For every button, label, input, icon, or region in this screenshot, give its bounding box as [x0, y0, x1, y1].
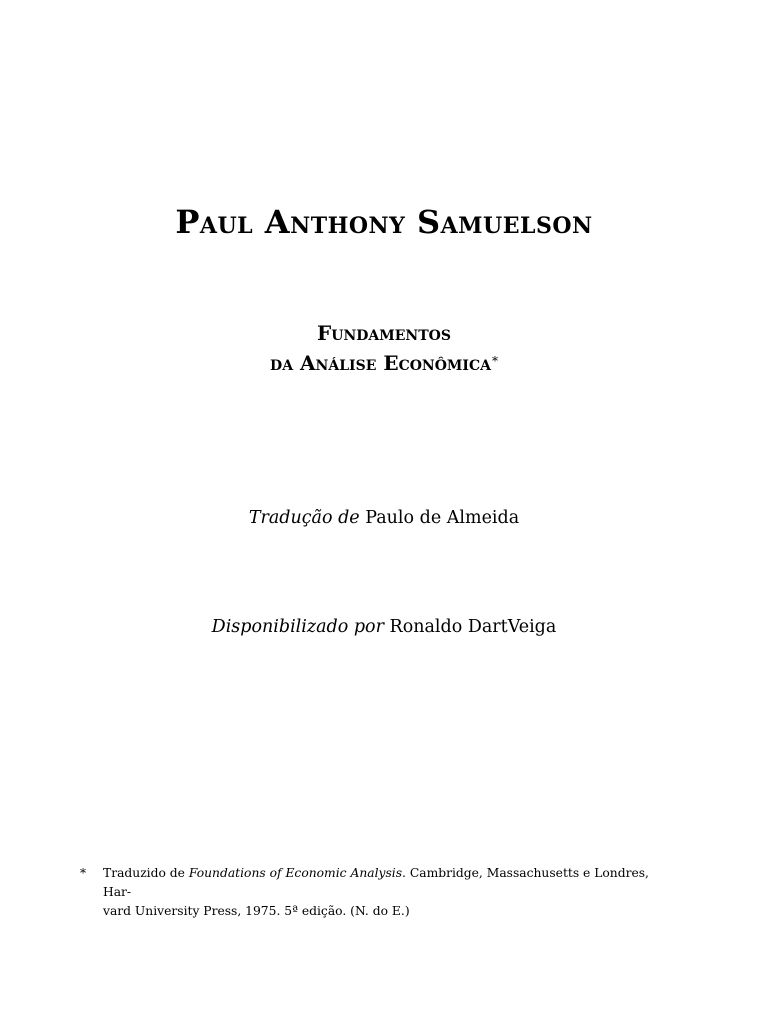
- footnote-prefix: Traduzido de: [103, 866, 185, 880]
- title-line-1: Fundamentos: [317, 321, 451, 345]
- contributor-name: Ronaldo DartVeiga: [389, 617, 557, 637]
- translation-label: Tradução de: [248, 508, 360, 528]
- book-title: [0, 318, 768, 378]
- footnote-work-title: Foundations of Economic Analysis: [188, 866, 403, 880]
- footnote: [80, 864, 680, 921]
- availability-credit: [0, 614, 768, 640]
- translator-name: Paulo de Almeida: [365, 508, 520, 528]
- availability-label: Disponibilizado por: [211, 617, 384, 637]
- title-line-2: [0, 348, 768, 378]
- footnote-text: [103, 864, 680, 921]
- footnote-reference: *: [491, 354, 498, 368]
- title-line-2-text: da Análise Econômica: [270, 351, 491, 375]
- footnote-line2: vard University Press, 1975. 5ª edição. (N. do E.): [103, 904, 410, 918]
- footnote-line1-rest: . Cambridge, Massachusetts e Londres, Har-: [103, 866, 649, 899]
- footnote-mark: *: [80, 866, 87, 880]
- translation-credit: [0, 505, 768, 531]
- author-name: Paul Anthony Samuelson: [175, 203, 593, 241]
